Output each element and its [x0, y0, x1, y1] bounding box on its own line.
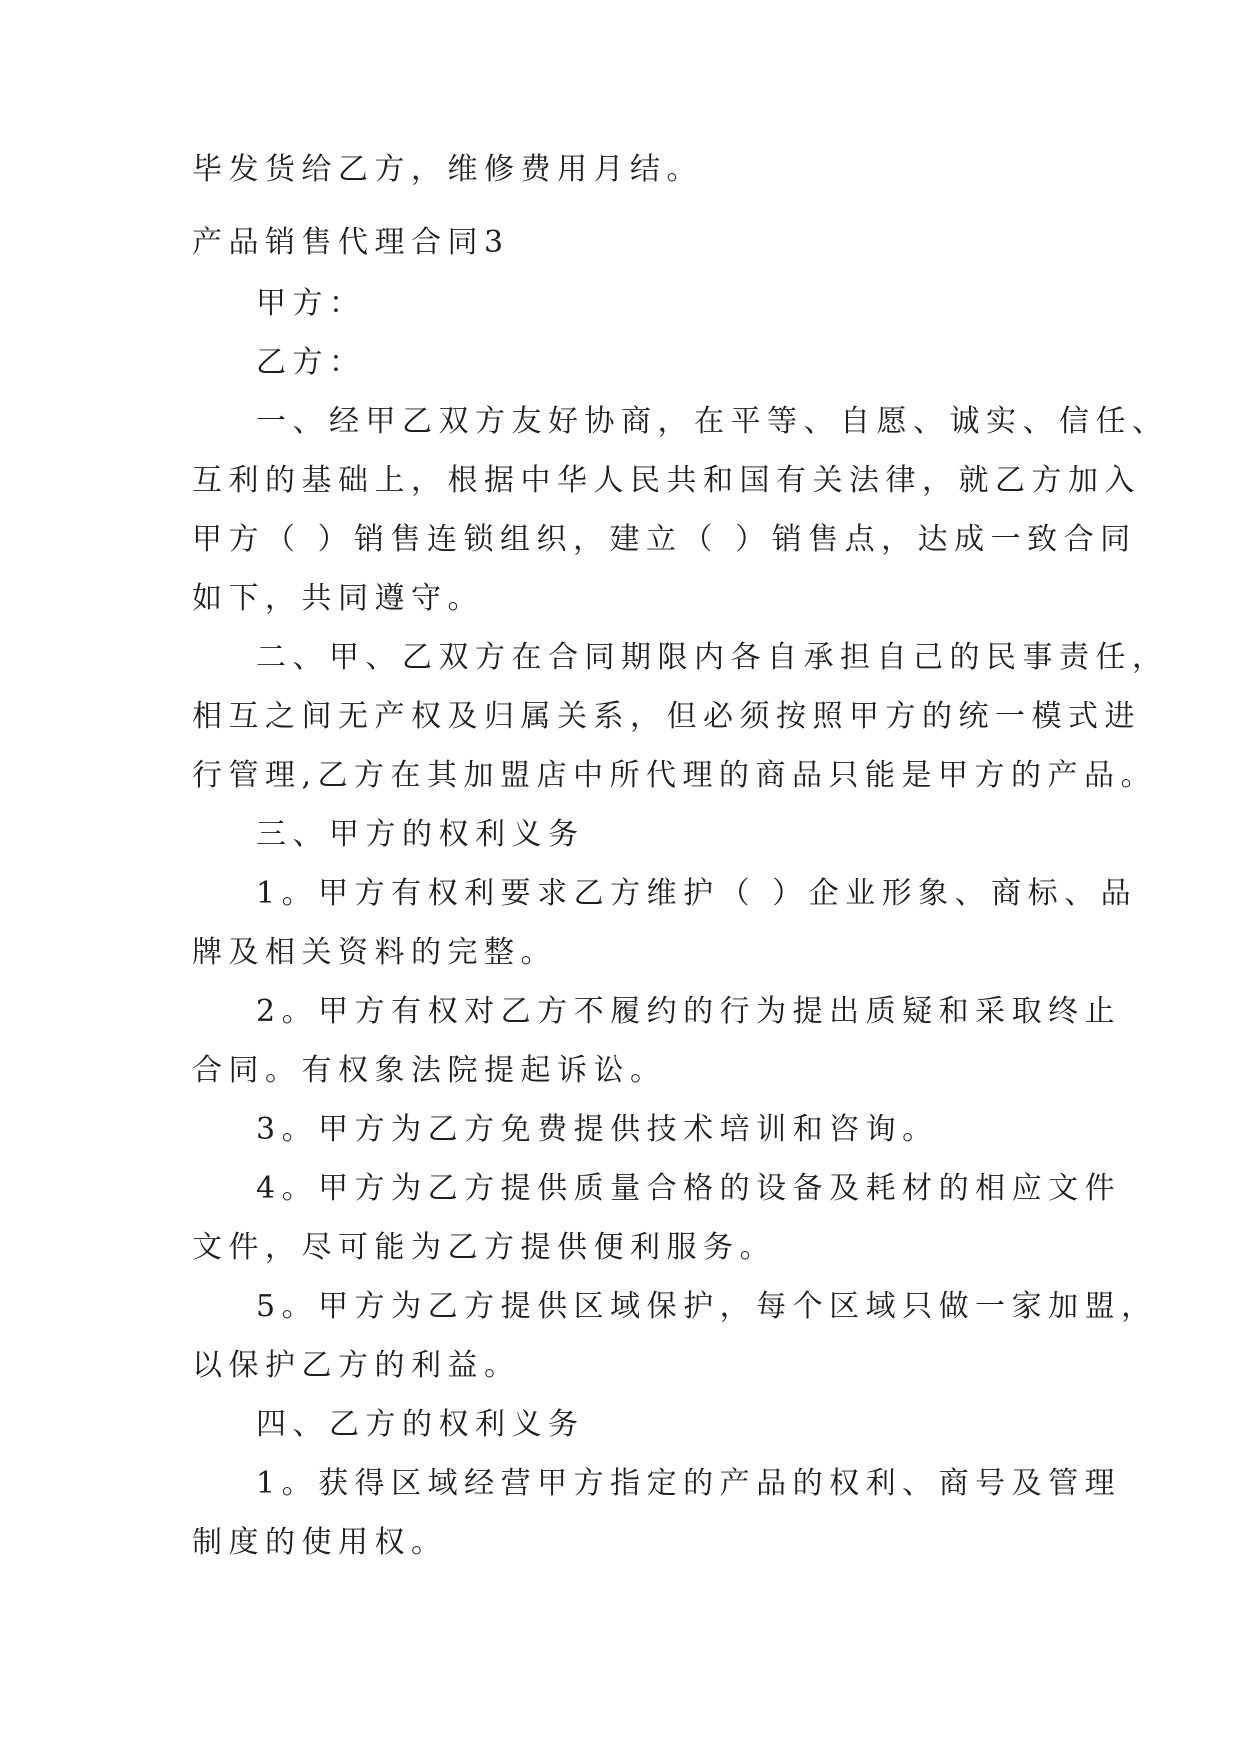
text-line: 3。甲方为乙方免费提供技术培训和咨询。	[256, 1112, 939, 1147]
text-line: 相互之间无产权及归属关系，但必须按照甲方的统一模式进	[192, 699, 1141, 734]
text-line: 二、甲、乙双方在合同期限内各自承担自己的民事责任，	[256, 640, 1169, 675]
party-b-label: 乙方：	[256, 345, 366, 380]
text-line: 一、经甲乙双方友好协商，在平等、自愿、诚实、信任、	[256, 404, 1169, 439]
text-line: 行管理,乙方在其加盟店中所代理的商品只能是甲方的产品。	[192, 758, 1158, 793]
text-line: 以保护乙方的利益。	[192, 1348, 521, 1383]
section-heading: 三、甲方的权利义务	[256, 817, 585, 852]
text-line: 甲方（ ）销售连锁组织，建立（ ）销售点，达成一致合同	[192, 522, 1137, 557]
party-a-label: 甲方：	[256, 286, 366, 321]
text-line: 4。甲方为乙方提供质量合格的设备及耗材的相应文件	[256, 1171, 1122, 1206]
text-line: 1。甲方有权利要求乙方维护（ ）企业形象、商标、品	[256, 876, 1138, 911]
text-line: 如下，共同遵守。	[192, 581, 484, 616]
text-line: 互利的基础上，根据中华人民共和国有关法律，就乙方加入	[192, 463, 1141, 498]
text-line: 合同。有权象法院提起诉讼。	[192, 1053, 667, 1088]
text-line: 制度的使用权。	[192, 1525, 448, 1560]
text-line: 1。获得区域经营甲方指定的产品的权利、商号及管理	[256, 1466, 1122, 1501]
text-line: 牌及相关资料的完整。	[192, 935, 557, 970]
text-line: 5。甲方为乙方提供区域保护，每个区域只做一家加盟，	[256, 1289, 1158, 1324]
section-heading: 四、乙方的权利义务	[256, 1407, 585, 1442]
text-line: 毕发货给乙方，维修费用月结。	[192, 152, 703, 187]
section-title: 产品销售代理合同3	[192, 225, 510, 260]
text-line: 2。甲方有权对乙方不履约的行为提出质疑和采取终止	[256, 994, 1122, 1029]
text-line: 文件，尽可能为乙方提供便利服务。	[192, 1230, 776, 1265]
